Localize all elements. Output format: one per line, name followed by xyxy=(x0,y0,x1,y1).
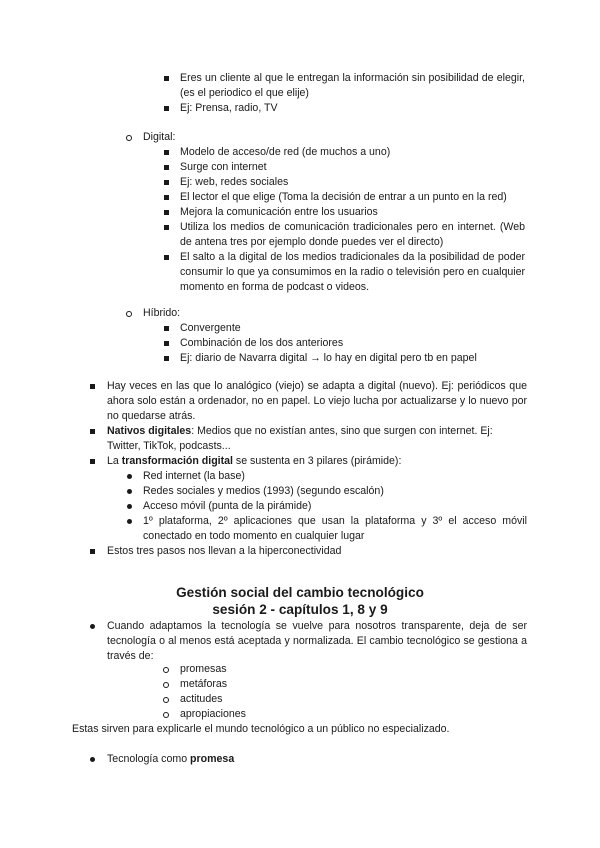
circle-bullet-icon xyxy=(163,712,169,718)
last-point: Tecnología como promesa xyxy=(107,752,234,767)
main-list xyxy=(107,379,527,559)
square-bullet-icon xyxy=(164,180,169,185)
list-item: Mejora la comunicación entre los usuarios xyxy=(180,205,525,220)
square-bullet-icon xyxy=(90,384,95,389)
list-item: Surge con internet xyxy=(180,160,525,175)
list-item: actitudes xyxy=(180,692,480,707)
square-bullet-icon xyxy=(164,165,169,170)
hibrido-list xyxy=(180,321,525,366)
ways-list xyxy=(180,662,480,722)
dot-bullet-icon xyxy=(127,504,132,509)
digital-label: Digital: xyxy=(143,130,175,145)
square-bullet-icon xyxy=(164,150,169,155)
square-bullet-icon xyxy=(90,459,95,464)
section-intro xyxy=(107,619,527,664)
circle-bullet-icon xyxy=(126,311,132,317)
square-bullet-icon xyxy=(164,255,169,260)
dot-bullet-icon xyxy=(127,519,132,524)
list-item: Utiliza los medios de comunicación tradicionales pero en internet. (Web de antena tres por ejemplo donde puedes ver el directo) xyxy=(180,220,525,250)
list-item: Convergente xyxy=(180,321,525,336)
hibrido-label: Híbrido: xyxy=(143,306,180,321)
circle-bullet-icon xyxy=(163,667,169,673)
square-bullet-icon xyxy=(164,195,169,200)
digital-list xyxy=(180,145,525,295)
list-item: Nativos digitales: Medios que no existían antes, sino que surgen con internet. Ej: Twitter, TikTok, podcasts... xyxy=(107,424,527,454)
square-bullet-icon xyxy=(164,341,169,346)
section-note: Estas sirven para explicarle el mundo tecnológico a un público no especializado. xyxy=(72,723,450,735)
square-bullet-icon xyxy=(164,225,169,230)
section-subtitle: sesión 2 - capítulos 1, 8 y 9 xyxy=(212,602,388,617)
square-bullet-icon xyxy=(90,429,95,434)
dot-bullet-icon xyxy=(90,757,95,762)
list-item: Cuando adaptamos la tecnología se vuelve para nosotros transparente, deja de ser tecnología o al menos está aceptada y normalizada. El cambio tecnológico se gestiona a través de: xyxy=(107,619,527,664)
circle-bullet-icon xyxy=(163,697,169,703)
list-item: Ej: web, redes sociales xyxy=(180,175,525,190)
pillars-list xyxy=(143,469,527,544)
list-item: Ej: diario de Navarra digital → lo hay en digital pero tb en papel xyxy=(180,351,525,366)
list-item: El salto a la digital de los medios tradicionales da la posibilidad de poder consumir lo que ya consumimos en la radio o televisión pero en cualquier momento en forma de podcast o videos. xyxy=(180,250,525,295)
list-item: promesas xyxy=(180,662,480,677)
square-bullet-icon xyxy=(164,76,169,81)
dot-bullet-icon xyxy=(90,624,95,629)
square-bullet-icon xyxy=(90,549,95,554)
circle-bullet-icon xyxy=(163,682,169,688)
list-item: Eres un cliente al que le entregan la información sin posibilidad de elegir, (es el periodico el que elije) xyxy=(180,71,525,101)
list-item: Acceso móvil (punta de la pirámide) xyxy=(143,499,527,514)
list-item: 1º plataforma, 2º aplicaciones que usan la plataforma y 3º el acceso móvil conectado en todo momento en cualquier lugar xyxy=(143,514,527,544)
circle-bullet-icon xyxy=(126,135,132,141)
square-bullet-icon xyxy=(164,326,169,331)
list-item: Hay veces en las que lo analógico (viejo) se adapta a digital (nuevo). Ej: periódicos que ahora solo están a ordenador, no en papel. Lo viejo lucha por actualizarse y lo nuevo por no quedarse atrás. xyxy=(107,379,527,424)
list-item: Modelo de acceso/de red (de muchos a uno) xyxy=(180,145,525,160)
section-title: Gestión social del cambio tecnológico xyxy=(176,585,424,600)
list-item: Estos tres pasos nos llevan a la hiperconectividad xyxy=(107,544,527,559)
square-bullet-icon xyxy=(164,356,169,361)
list-item: Combinación de los dos anteriores xyxy=(180,336,525,351)
square-bullet-icon xyxy=(164,106,169,111)
list-item: metáforas xyxy=(180,677,480,692)
list-item: Ej: Prensa, radio, TV xyxy=(180,101,525,116)
list-item: Redes sociales y medios (1993) (segundo escalón) xyxy=(143,484,527,499)
list-item: La transformación digital se sustenta en 3 pilares (pirámide): xyxy=(107,454,527,469)
list-item: Red internet (la base) xyxy=(143,469,527,484)
dot-bullet-icon xyxy=(127,489,132,494)
analog-list xyxy=(180,71,525,116)
list-item: apropiaciones xyxy=(180,707,480,722)
square-bullet-icon xyxy=(164,210,169,215)
dot-bullet-icon xyxy=(127,474,132,479)
list-item: El lector el que elige (Toma la decisión de entrar a un punto en la red) xyxy=(180,190,525,205)
